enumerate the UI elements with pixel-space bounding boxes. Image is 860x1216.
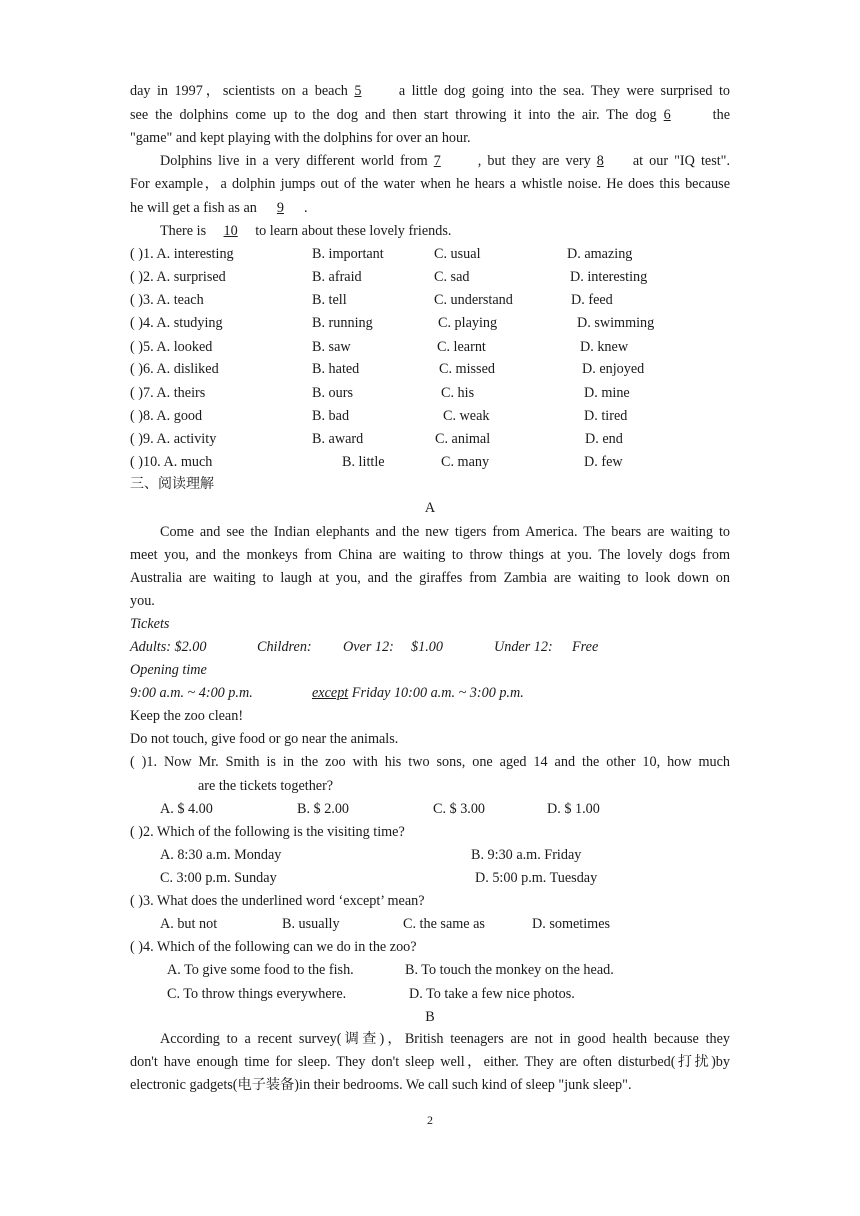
passage-a-label: A [424,500,436,516]
hours-weekday: 9:00 a.m. ~ 4:00 p.m. [130,685,253,701]
tickets-title: Tickets [130,616,170,632]
blank-6: 6 [663,107,671,123]
under12-price: Free [572,639,599,655]
passage-a-line: Australia are waiting to laugh at you, and the giraffes from Zambia are waiting to look down on [130,570,730,586]
blank-8: 8 [596,153,604,169]
zoo-rule: Do not touch, give food or go near the animals. [130,731,399,747]
children-label: Children: [257,639,312,655]
over12-label: Over 12: [343,639,394,655]
cloze-line-1: day in 1997，scientists on a beach 5 a little dog going into the sea. They were surprised to [130,83,730,99]
cloze-line-2: see the dolphins come up to the dog and then start throwing it into the air. The dog 6 the [130,107,730,123]
cloze-line-4: Dolphins live in a very different world from 7 , but they are very 8 at our "IQ test". [160,153,731,169]
zoo-rule: Keep the zoo clean! [130,708,244,724]
blank-9: 9 [276,200,284,216]
question-a2: ( )2. Which of the following is the visiting time? [130,824,405,840]
adults-price: Adults: $2.00 [130,639,207,655]
passage-a-line: meet you, and the monkeys from China are waiting to throw things at you. The lovely dogs from [130,547,730,563]
passage-b-line: electronic gadgets(电子装备)in their bedrooms. We call such kind of sleep "junk sleep". [130,1077,632,1093]
passage-a-line: you. [130,593,155,609]
question-a1-cont: are the tickets together? [198,778,334,794]
cloze-line-3: "game" and kept playing with the dolphins for over an hour. [130,130,471,146]
cloze-line-6: he will get a fish as an 9 . [130,200,308,216]
cloze-line-7: There is 10 to learn about these lovely friends. [160,223,452,239]
question-a3: ( )3. What does the underlined word ‘except’ mean? [130,893,425,909]
passage-a-line: Come and see the Indian elephants and the new tigers from America. The bears are waiting to [160,524,730,540]
blank-7: 7 [433,153,441,169]
opening-time-title: Opening time [130,662,207,678]
page-number: 2 [427,1113,433,1127]
under12-label: Under 12: [494,639,553,655]
question-a1: ( )1. Now Mr. Smith is in the zoo with his two sons, one aged 14 and the other 10, how much [130,754,730,770]
section-heading: 三、阅读理解 [130,476,214,492]
passage-b-label: B [425,1009,435,1025]
hours-friday: except Friday 10:00 a.m. ~ 3:00 p.m. [312,685,524,701]
cloze-line-5: For example，a dolphin jumps out of the water when he hears a whistle noise. He does this because [130,176,730,192]
passage-b-line: don't have enough time for sleep. They don't sleep well，either. They are often disturbed(打扰)by [130,1054,730,1070]
except-word: except [312,685,349,701]
over12-price: $1.00 [411,639,443,655]
blank-10: 10 [223,223,238,239]
passage-b-line: According to a recent survey(调查)，British teenagers are not in good health because they [160,1031,730,1047]
blank-5: 5 [354,83,362,99]
question-a4: ( )4. Which of the following can we do in the zoo? [130,939,417,955]
